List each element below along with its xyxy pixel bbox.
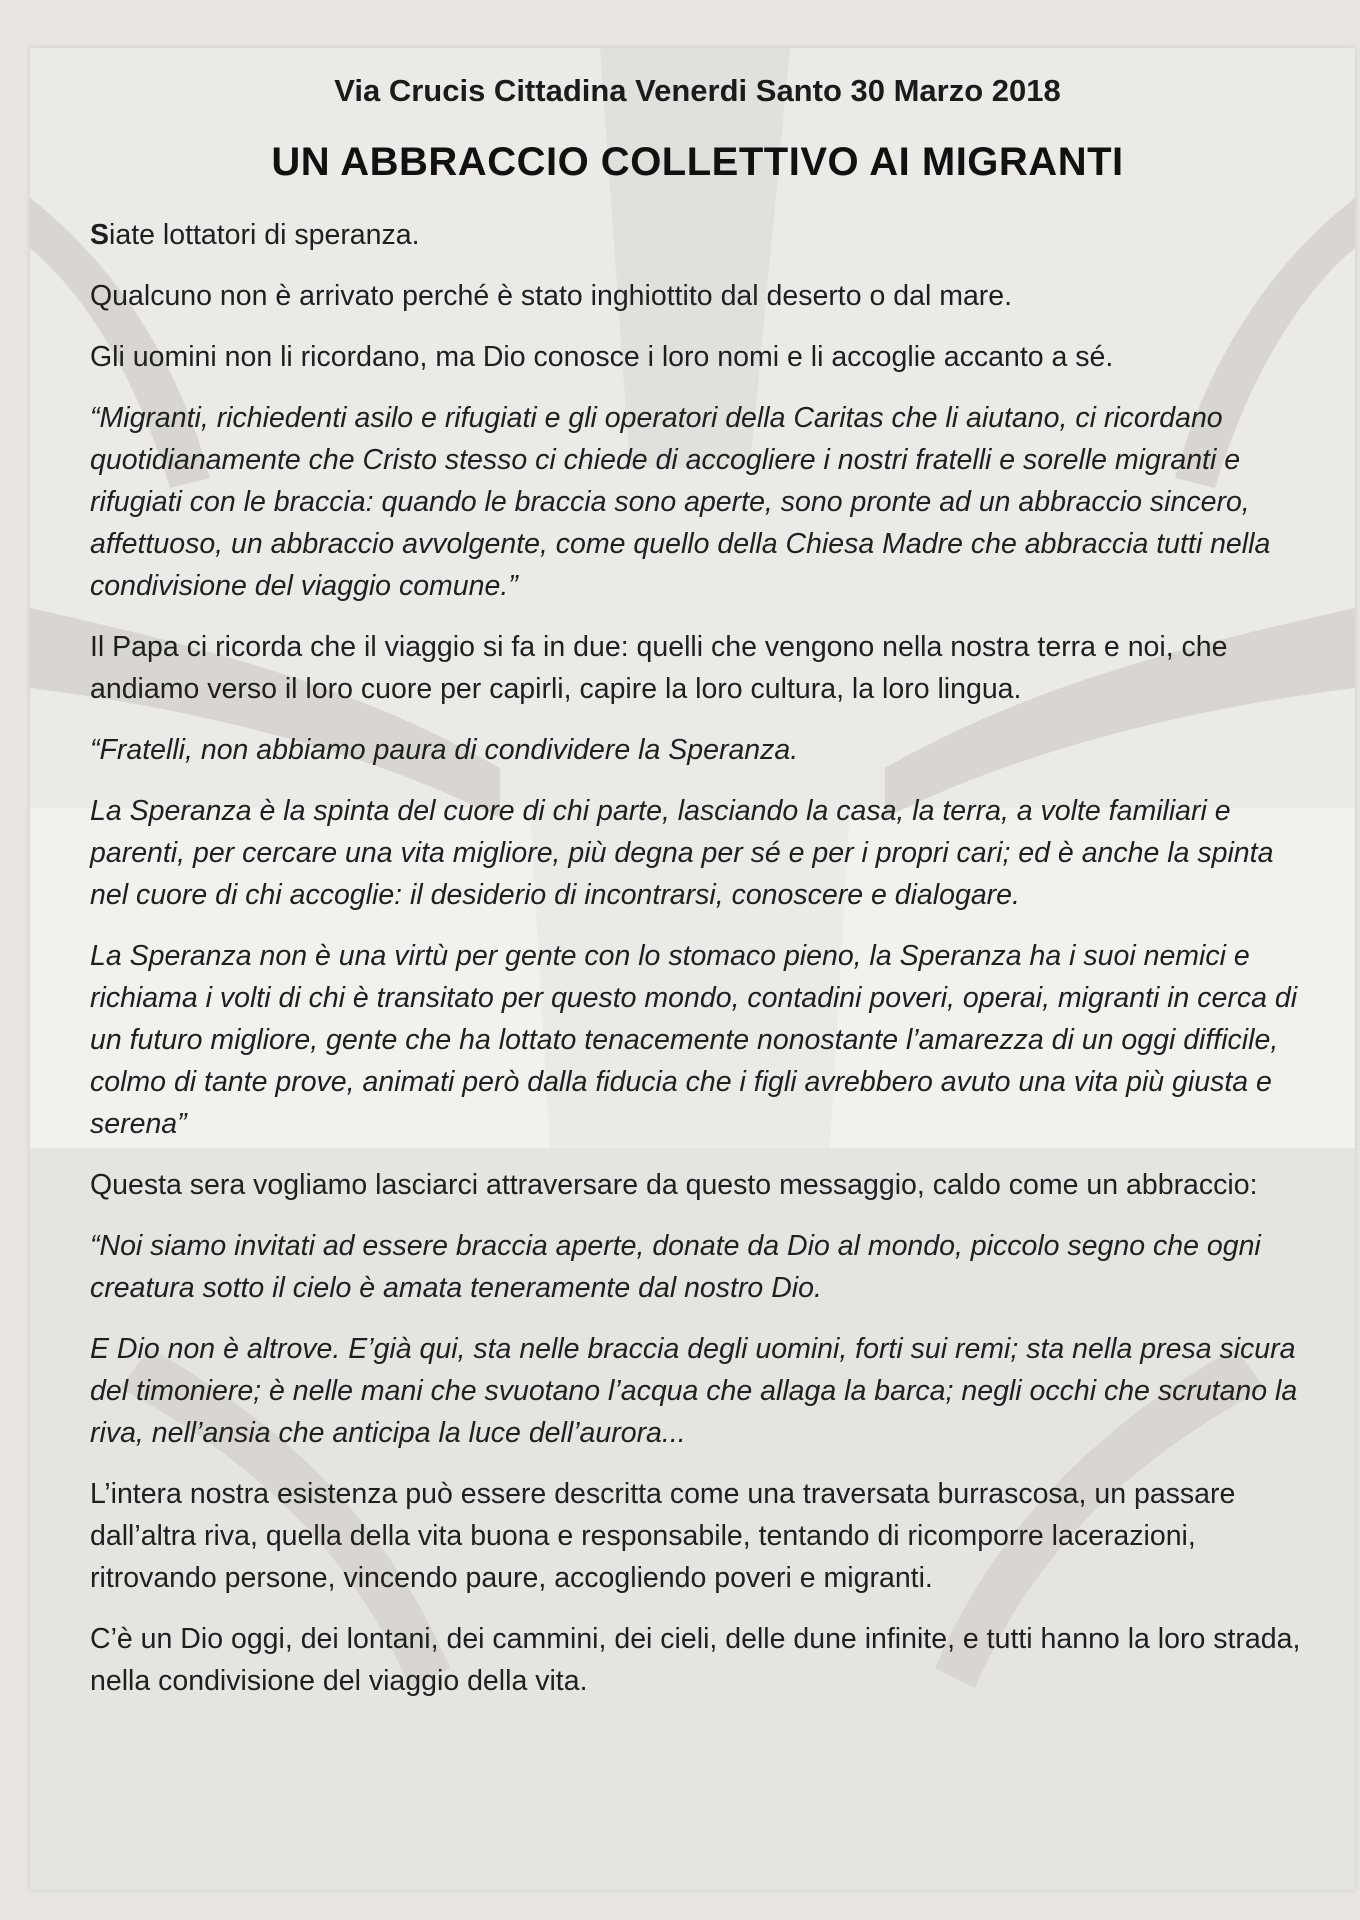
quote-dio-non-altrove: E Dio non è altrove. E’già qui, sta nelle braccia degli uomini, forti sui remi; sta nella presa sicura del timoniere; è nelle mani che svuotano l’acqua che allaga la barca; negli occhi che scrutano la riva, nell’ansia che anticipa la luce dell’aurora... bbox=[90, 1333, 1298, 1449]
quote-speranza-virtu: La Speranza non è una virtù per gente con lo stomaco pieno, la Speranza ha i suoi nemici e richiama i volti di chi è transitato per questo mondo, contadini poveri, operai, migranti in cerca di un futuro migliore, gente che ha lottato tenacemente nonostante l’amarezza di un oggi difficile, colmo di tante prove, animati però dalla fiducia che i figli avrebbero avuto una vita più giusta e serena” bbox=[90, 940, 1298, 1140]
paragraph-dio-oggi: C’è un Dio oggi, dei lontani, dei cammini, dei cieli, delle dune infinite, e tutti hanno la loro strada, nella condivisione del viaggio della vita. bbox=[90, 1623, 1301, 1697]
quote-speranza-spinta: La Speranza è la spinta del cuore di chi parte, lasciando la casa, la terra, a volte familiari e parenti, per cercare una vita migliore, più degna per sé e per i propri cari; ed è anche la spinta nel cuore di chi accoglie: il desiderio di incontrarsi, conoscere e dialogare. bbox=[90, 795, 1274, 911]
paragraph-papa: Il Papa ci ricorda che il viaggio si fa in due: quelli che vengono nella nostra terra e noi, che andiamo verso il loro cuore per capirli, capire la loro cultura, la loro lingua. bbox=[90, 631, 1228, 705]
quote-migranti: “Migranti, richiedenti asilo e rifugiati e gli operatori della Caritas che li aiutano, ci ricordano quotidianamente che Cristo stesso ci chiede di accogliere i nostri fratelli e sorelle migranti e rifugiati con le braccia: quando le braccia sono aperte, sono pronte ad un abbraccio sincero, affettuoso, un abbraccio avvolgente, come quello della Chiesa Madre che abbraccia tutti nella condivisione del viaggio comune.” bbox=[90, 402, 1271, 602]
paragraph-questa-sera: Questa sera vogliamo lasciarci attraversare da questo messaggio, caldo come un abbraccio: bbox=[90, 1169, 1258, 1201]
paragraph-3: Gli uomini non li ricordano, ma Dio conosce i loro nomi e li accoglie accanto a sé. bbox=[90, 341, 1114, 373]
document-title: UN ABBRACCIO COLLETTIVO AI MIGRANTI bbox=[271, 140, 1124, 184]
quote-braccia-aperte: “Noi siamo invitati ad essere braccia aperte, donate da Dio al mondo, piccolo segno che ogni creatura sotto il cielo è amata teneramente dal nostro Dio. bbox=[90, 1230, 1261, 1304]
document-body bbox=[90, 214, 1305, 1702]
paragraph-1: Siate lottatori di speranza. bbox=[90, 219, 420, 251]
event-header: Via Crucis Cittadina Venerdi Santo 30 Marzo 2018 bbox=[334, 73, 1061, 108]
document-content bbox=[90, 68, 1305, 1721]
paragraph-esistenza: L’intera nostra esistenza può essere descritta come una traversata burrascosa, un passare dall’altra riva, quella della vita buona e responsabile, tentando di ricomporre lacerazioni, ritrovando persone, vincendo paure, accogliendo poveri e migranti. bbox=[90, 1478, 1236, 1594]
paragraph-2: Qualcuno non è arrivato perché è stato inghiottito dal deserto o dal mare. bbox=[90, 280, 1013, 312]
drop-letter: S bbox=[90, 219, 110, 251]
document-page bbox=[30, 48, 1355, 1890]
quote-fratelli: “Fratelli, non abbiamo paura di condividere la Speranza. bbox=[90, 734, 799, 766]
